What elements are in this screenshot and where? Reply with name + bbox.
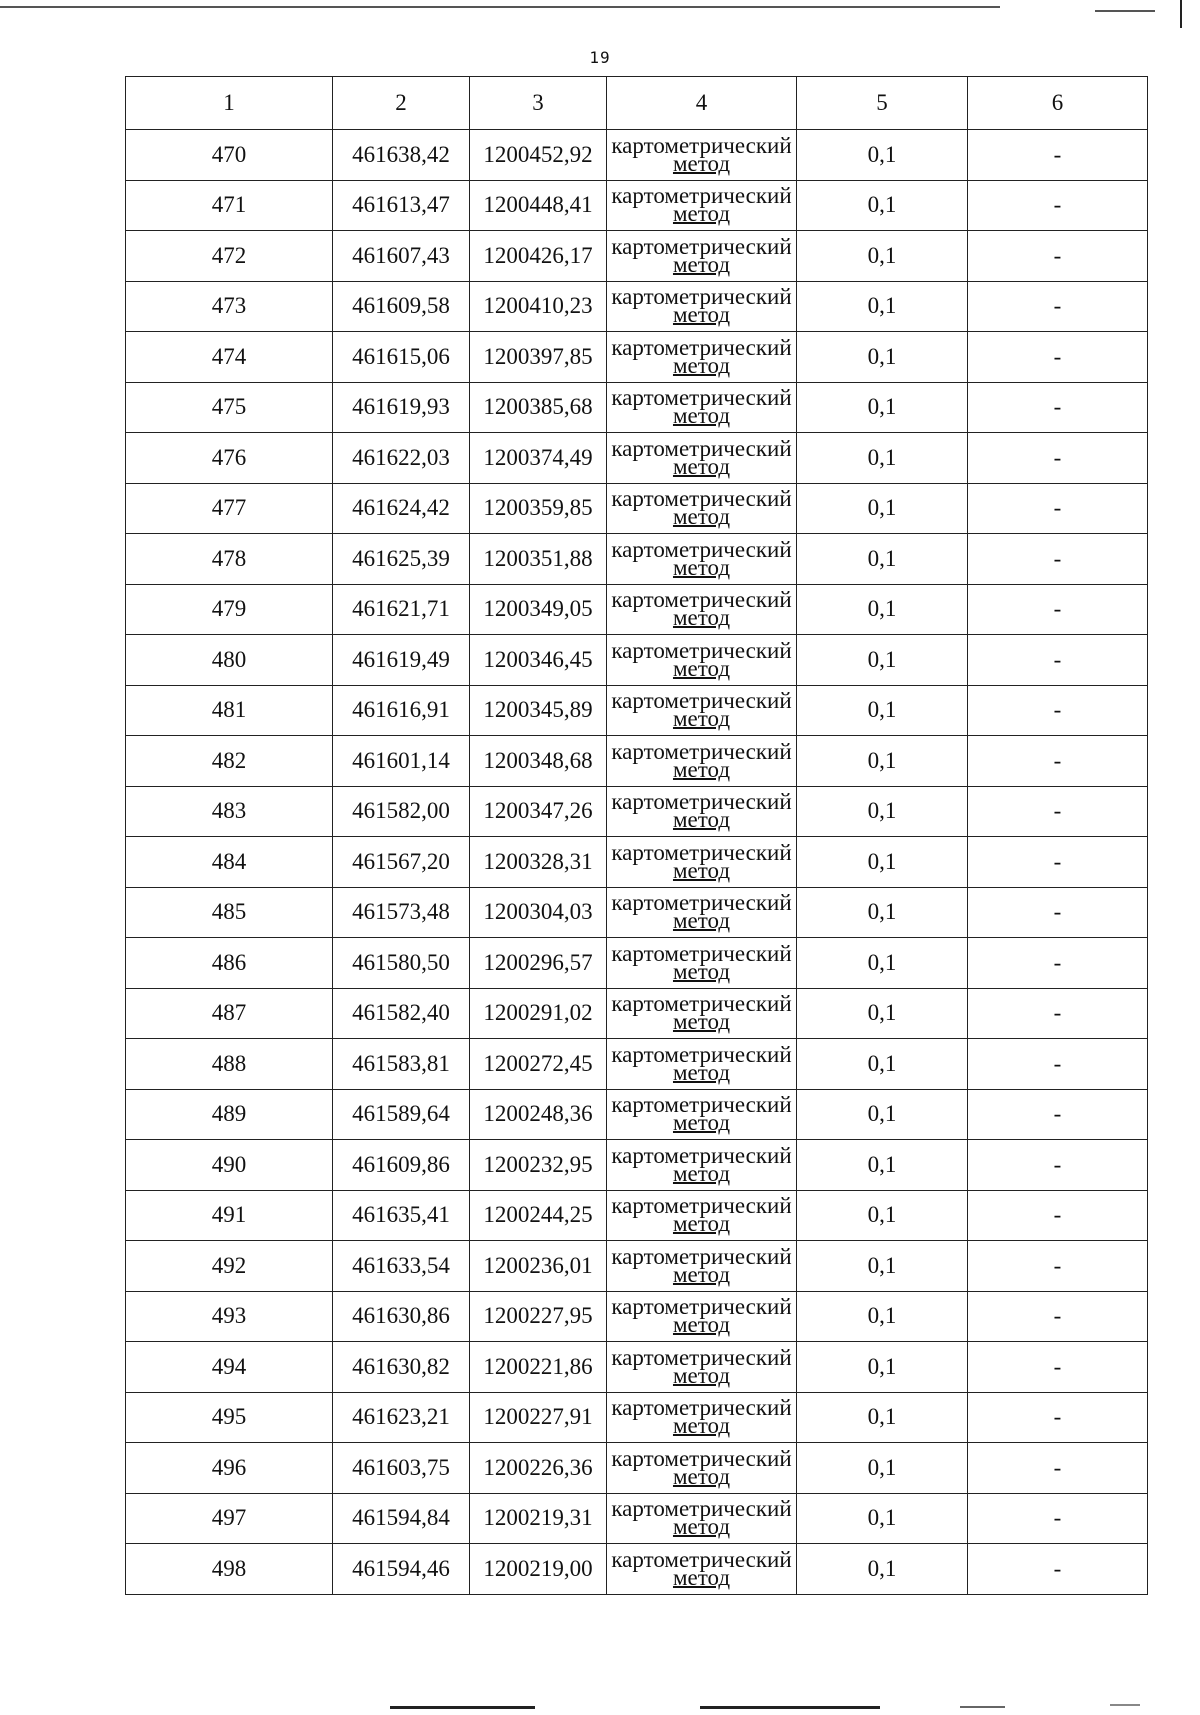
method-line-2: метод: [672, 857, 731, 883]
method-cell: [607, 988, 797, 1039]
note-cell: -: [968, 635, 1148, 686]
x-coordinate-cell: 461589,64: [333, 1089, 470, 1140]
method-line-1: картометрический: [611, 1496, 792, 1522]
method-cell: [607, 1544, 797, 1595]
method-line-1: картометрический: [611, 385, 792, 411]
accuracy-cell: 0,1: [797, 130, 968, 181]
accuracy-cell: 0,1: [797, 837, 968, 888]
x-coordinate-cell: 461594,46: [333, 1544, 470, 1595]
point-number-cell: 483: [126, 786, 333, 837]
method-cell: [607, 584, 797, 635]
x-coordinate-cell: 461622,03: [333, 433, 470, 484]
table-row: [126, 1493, 1148, 1544]
column-header-4: 4: [607, 77, 797, 130]
method-line-2: метод: [672, 1110, 731, 1136]
method-cell: [607, 837, 797, 888]
method-line-1: картометрический: [611, 486, 792, 512]
note-cell: -: [968, 180, 1148, 231]
method-line-1: картометрический: [611, 1243, 792, 1269]
table-body: [126, 130, 1148, 1595]
accuracy-cell: 0,1: [797, 1190, 968, 1241]
scan-artifact-bottom-2: [700, 1706, 880, 1709]
note-cell: -: [968, 1241, 1148, 1292]
method-line-1: картометрический: [611, 183, 792, 209]
coordinates-table: [125, 76, 1148, 1595]
y-coordinate-cell: 1200452,92: [470, 130, 607, 181]
point-number-cell: 473: [126, 281, 333, 332]
table-row: [126, 130, 1148, 181]
method-line-1: картометрический: [611, 587, 792, 613]
accuracy-cell: 0,1: [797, 938, 968, 989]
method-line-1: картометрический: [611, 233, 792, 259]
x-coordinate-cell: 461594,84: [333, 1493, 470, 1544]
point-number-cell: 477: [126, 483, 333, 534]
accuracy-cell: 0,1: [797, 1039, 968, 1090]
method-cell: [607, 534, 797, 585]
method-cell: [607, 1291, 797, 1342]
x-coordinate-cell: 461603,75: [333, 1443, 470, 1494]
point-number-cell: 496: [126, 1443, 333, 1494]
note-cell: -: [968, 332, 1148, 383]
note-cell: -: [968, 433, 1148, 484]
scan-artifact-bottom-1: [390, 1706, 535, 1709]
table-row: [126, 786, 1148, 837]
method-cell: [607, 938, 797, 989]
x-coordinate-cell: 461609,58: [333, 281, 470, 332]
table-row: [126, 433, 1148, 484]
point-number-cell: 487: [126, 988, 333, 1039]
point-number-cell: 498: [126, 1544, 333, 1595]
method-line-1: картометрический: [611, 1193, 792, 1219]
y-coordinate-cell: 1200359,85: [470, 483, 607, 534]
table-row: [126, 635, 1148, 686]
method-cell: [607, 1493, 797, 1544]
y-coordinate-cell: 1200347,26: [470, 786, 607, 837]
note-cell: -: [968, 988, 1148, 1039]
x-coordinate-cell: 461567,20: [333, 837, 470, 888]
accuracy-cell: 0,1: [797, 483, 968, 534]
method-cell: [607, 180, 797, 231]
method-line-2: метод: [672, 302, 731, 328]
method-line-1: картометрический: [611, 1041, 792, 1067]
table-row: [126, 231, 1148, 282]
point-number-cell: 485: [126, 887, 333, 938]
note-cell: -: [968, 281, 1148, 332]
note-cell: -: [968, 1392, 1148, 1443]
y-coordinate-cell: 1200296,57: [470, 938, 607, 989]
x-coordinate-cell: 461625,39: [333, 534, 470, 585]
method-cell: [607, 1190, 797, 1241]
table-row: [126, 685, 1148, 736]
point-number-cell: 491: [126, 1190, 333, 1241]
column-header-5: 5: [797, 77, 968, 130]
table-row: [126, 1392, 1148, 1443]
method-line-1: картометрический: [611, 738, 792, 764]
accuracy-cell: 0,1: [797, 988, 968, 1039]
method-line-2: метод: [672, 403, 731, 429]
column-header-2: 2: [333, 77, 470, 130]
note-cell: -: [968, 736, 1148, 787]
table-row: [126, 1089, 1148, 1140]
note-cell: -: [968, 584, 1148, 635]
method-cell: [607, 1140, 797, 1191]
table-row: [126, 1342, 1148, 1393]
method-line-1: картометрический: [611, 1142, 792, 1168]
y-coordinate-cell: 1200345,89: [470, 685, 607, 736]
method-cell: [607, 1443, 797, 1494]
x-coordinate-cell: 461633,54: [333, 1241, 470, 1292]
table-row: [126, 1443, 1148, 1494]
accuracy-cell: 0,1: [797, 1544, 968, 1595]
method-cell: [607, 382, 797, 433]
scan-artifact-top-right: [1095, 10, 1155, 12]
x-coordinate-cell: 461607,43: [333, 231, 470, 282]
y-coordinate-cell: 1200232,95: [470, 1140, 607, 1191]
y-coordinate-cell: 1200348,68: [470, 736, 607, 787]
note-cell: -: [968, 130, 1148, 181]
scan-artifact-top-left: [0, 6, 1000, 8]
method-line-2: метод: [672, 1362, 731, 1388]
table-row: [126, 180, 1148, 231]
method-line-1: картометрический: [611, 334, 792, 360]
header-row: [126, 77, 1148, 130]
y-coordinate-cell: 1200385,68: [470, 382, 607, 433]
note-cell: -: [968, 1089, 1148, 1140]
method-cell: [607, 231, 797, 282]
y-coordinate-cell: 1200248,36: [470, 1089, 607, 1140]
point-number-cell: 482: [126, 736, 333, 787]
note-cell: -: [968, 1039, 1148, 1090]
scan-artifact-bottom-3: [960, 1706, 1005, 1708]
accuracy-cell: 0,1: [797, 736, 968, 787]
method-cell: [607, 1392, 797, 1443]
table-row: [126, 584, 1148, 635]
method-line-2: метод: [672, 453, 731, 479]
accuracy-cell: 0,1: [797, 786, 968, 837]
column-header-3: 3: [470, 77, 607, 130]
note-cell: -: [968, 1190, 1148, 1241]
method-line-1: картометрический: [611, 991, 792, 1017]
x-coordinate-cell: 461613,47: [333, 180, 470, 231]
method-line-1: картометрический: [611, 435, 792, 461]
point-number-cell: 470: [126, 130, 333, 181]
table-row: [126, 1544, 1148, 1595]
accuracy-cell: 0,1: [797, 281, 968, 332]
method-line-1: картометрический: [611, 940, 792, 966]
table-row: [126, 382, 1148, 433]
point-number-cell: 493: [126, 1291, 333, 1342]
y-coordinate-cell: 1200219,31: [470, 1493, 607, 1544]
method-cell: [607, 130, 797, 181]
method-line-1: картометрический: [611, 637, 792, 663]
point-number-cell: 494: [126, 1342, 333, 1393]
method-line-2: метод: [672, 1009, 731, 1035]
method-cell: [607, 433, 797, 484]
table-row: [126, 332, 1148, 383]
method-line-1: картометрический: [611, 839, 792, 865]
scan-artifact-bottom-4: [1110, 1704, 1140, 1706]
note-cell: -: [968, 1544, 1148, 1595]
note-cell: -: [968, 1140, 1148, 1191]
note-cell: -: [968, 938, 1148, 989]
note-cell: -: [968, 1443, 1148, 1494]
x-coordinate-cell: 461582,00: [333, 786, 470, 837]
table-row: [126, 483, 1148, 534]
note-cell: -: [968, 1342, 1148, 1393]
table-row: [126, 534, 1148, 585]
point-number-cell: 480: [126, 635, 333, 686]
x-coordinate-cell: 461630,82: [333, 1342, 470, 1393]
accuracy-cell: 0,1: [797, 1089, 968, 1140]
method-line-1: картометрический: [611, 1294, 792, 1320]
accuracy-cell: 0,1: [797, 1241, 968, 1292]
accuracy-cell: 0,1: [797, 332, 968, 383]
method-line-2: метод: [672, 201, 731, 227]
page-number: 19: [589, 48, 611, 67]
x-coordinate-cell: 461609,86: [333, 1140, 470, 1191]
method-cell: [607, 1039, 797, 1090]
y-coordinate-cell: 1200291,02: [470, 988, 607, 1039]
accuracy-cell: 0,1: [797, 382, 968, 433]
method-line-2: метод: [672, 756, 731, 782]
method-line-2: метод: [672, 1261, 731, 1287]
x-coordinate-cell: 461573,48: [333, 887, 470, 938]
method-cell: [607, 635, 797, 686]
y-coordinate-cell: 1200349,05: [470, 584, 607, 635]
accuracy-cell: 0,1: [797, 635, 968, 686]
method-cell: [607, 483, 797, 534]
accuracy-cell: 0,1: [797, 180, 968, 231]
accuracy-cell: 0,1: [797, 887, 968, 938]
method-cell: [607, 685, 797, 736]
point-number-cell: 488: [126, 1039, 333, 1090]
method-cell: [607, 332, 797, 383]
method-line-1: картометрический: [611, 132, 792, 158]
y-coordinate-cell: 1200346,45: [470, 635, 607, 686]
method-line-2: метод: [672, 655, 731, 681]
method-line-1: картометрический: [611, 1445, 792, 1471]
method-line-1: картометрический: [611, 1546, 792, 1572]
table-row: [126, 1190, 1148, 1241]
x-coordinate-cell: 461623,21: [333, 1392, 470, 1443]
accuracy-cell: 0,1: [797, 1291, 968, 1342]
method-cell: [607, 281, 797, 332]
method-line-2: метод: [672, 807, 731, 833]
method-line-1: картометрический: [611, 1395, 792, 1421]
accuracy-cell: 0,1: [797, 433, 968, 484]
x-coordinate-cell: 461601,14: [333, 736, 470, 787]
point-number-cell: 490: [126, 1140, 333, 1191]
point-number-cell: 481: [126, 685, 333, 736]
method-line-1: картометрический: [611, 1092, 792, 1118]
point-number-cell: 479: [126, 584, 333, 635]
point-number-cell: 471: [126, 180, 333, 231]
point-number-cell: 492: [126, 1241, 333, 1292]
table-row: [126, 1291, 1148, 1342]
y-coordinate-cell: 1200328,31: [470, 837, 607, 888]
y-coordinate-cell: 1200304,03: [470, 887, 607, 938]
note-cell: -: [968, 1493, 1148, 1544]
method-line-1: картометрический: [611, 284, 792, 310]
y-coordinate-cell: 1200397,85: [470, 332, 607, 383]
table-row: [126, 1039, 1148, 1090]
point-number-cell: 497: [126, 1493, 333, 1544]
point-number-cell: 478: [126, 534, 333, 585]
x-coordinate-cell: 461580,50: [333, 938, 470, 989]
method-cell: [607, 1342, 797, 1393]
method-line-1: картометрический: [611, 688, 792, 714]
method-line-2: метод: [672, 1312, 731, 1338]
note-cell: -: [968, 1291, 1148, 1342]
method-line-2: метод: [672, 352, 731, 378]
x-coordinate-cell: 461582,40: [333, 988, 470, 1039]
x-coordinate-cell: 461621,71: [333, 584, 470, 635]
y-coordinate-cell: 1200221,86: [470, 1342, 607, 1393]
note-cell: -: [968, 483, 1148, 534]
x-coordinate-cell: 461619,49: [333, 635, 470, 686]
point-number-cell: 486: [126, 938, 333, 989]
point-number-cell: 489: [126, 1089, 333, 1140]
table-row: [126, 938, 1148, 989]
method-line-1: картометрический: [611, 1344, 792, 1370]
accuracy-cell: 0,1: [797, 231, 968, 282]
x-coordinate-cell: 461616,91: [333, 685, 470, 736]
y-coordinate-cell: 1200219,00: [470, 1544, 607, 1595]
method-cell: [607, 1241, 797, 1292]
x-coordinate-cell: 461635,41: [333, 1190, 470, 1241]
x-coordinate-cell: 461583,81: [333, 1039, 470, 1090]
table-row: [126, 1140, 1148, 1191]
method-line-2: метод: [672, 1059, 731, 1085]
x-coordinate-cell: 461615,06: [333, 332, 470, 383]
method-cell: [607, 1089, 797, 1140]
y-coordinate-cell: 1200448,41: [470, 180, 607, 231]
accuracy-cell: 0,1: [797, 584, 968, 635]
note-cell: -: [968, 231, 1148, 282]
y-coordinate-cell: 1200272,45: [470, 1039, 607, 1090]
method-line-2: метод: [672, 706, 731, 732]
table-row: [126, 281, 1148, 332]
table-row: [126, 887, 1148, 938]
method-line-2: метод: [672, 1564, 731, 1590]
accuracy-cell: 0,1: [797, 1443, 968, 1494]
method-line-2: метод: [672, 1413, 731, 1439]
method-cell: [607, 887, 797, 938]
method-line-2: метод: [672, 1211, 731, 1237]
method-line-2: метод: [672, 1463, 731, 1489]
scan-artifact-right-edge: [1180, 0, 1182, 28]
method-line-2: метод: [672, 605, 731, 631]
table-row: [126, 736, 1148, 787]
method-line-2: метод: [672, 251, 731, 277]
y-coordinate-cell: 1200426,17: [470, 231, 607, 282]
x-coordinate-cell: 461619,93: [333, 382, 470, 433]
point-number-cell: 472: [126, 231, 333, 282]
table-row: [126, 988, 1148, 1039]
table-row: [126, 1241, 1148, 1292]
method-line-1: картометрический: [611, 890, 792, 916]
method-line-2: метод: [672, 908, 731, 934]
table-row: [126, 837, 1148, 888]
method-line-2: метод: [672, 504, 731, 530]
method-line-1: картометрический: [611, 789, 792, 815]
accuracy-cell: 0,1: [797, 685, 968, 736]
point-number-cell: 484: [126, 837, 333, 888]
x-coordinate-cell: 461630,86: [333, 1291, 470, 1342]
y-coordinate-cell: 1200236,01: [470, 1241, 607, 1292]
method-line-2: метод: [672, 958, 731, 984]
note-cell: -: [968, 685, 1148, 736]
method-cell: [607, 786, 797, 837]
x-coordinate-cell: 461638,42: [333, 130, 470, 181]
method-line-2: метод: [672, 554, 731, 580]
accuracy-cell: 0,1: [797, 1140, 968, 1191]
note-cell: -: [968, 786, 1148, 837]
column-header-6: 6: [968, 77, 1148, 130]
note-cell: -: [968, 534, 1148, 585]
method-line-2: метод: [672, 150, 731, 176]
method-cell: [607, 736, 797, 787]
note-cell: -: [968, 887, 1148, 938]
y-coordinate-cell: 1200244,25: [470, 1190, 607, 1241]
point-number-cell: 475: [126, 382, 333, 433]
method-line-1: картометрический: [611, 536, 792, 562]
y-coordinate-cell: 1200226,36: [470, 1443, 607, 1494]
accuracy-cell: 0,1: [797, 1342, 968, 1393]
y-coordinate-cell: 1200374,49: [470, 433, 607, 484]
method-line-2: метод: [672, 1160, 731, 1186]
accuracy-cell: 0,1: [797, 1392, 968, 1443]
y-coordinate-cell: 1200351,88: [470, 534, 607, 585]
method-line-2: метод: [672, 1514, 731, 1540]
point-number-cell: 495: [126, 1392, 333, 1443]
note-cell: -: [968, 382, 1148, 433]
accuracy-cell: 0,1: [797, 534, 968, 585]
y-coordinate-cell: 1200227,95: [470, 1291, 607, 1342]
accuracy-cell: 0,1: [797, 1493, 968, 1544]
point-number-cell: 476: [126, 433, 333, 484]
point-number-cell: 474: [126, 332, 333, 383]
x-coordinate-cell: 461624,42: [333, 483, 470, 534]
column-header-1: 1: [126, 77, 333, 130]
note-cell: -: [968, 837, 1148, 888]
y-coordinate-cell: 1200227,91: [470, 1392, 607, 1443]
y-coordinate-cell: 1200410,23: [470, 281, 607, 332]
